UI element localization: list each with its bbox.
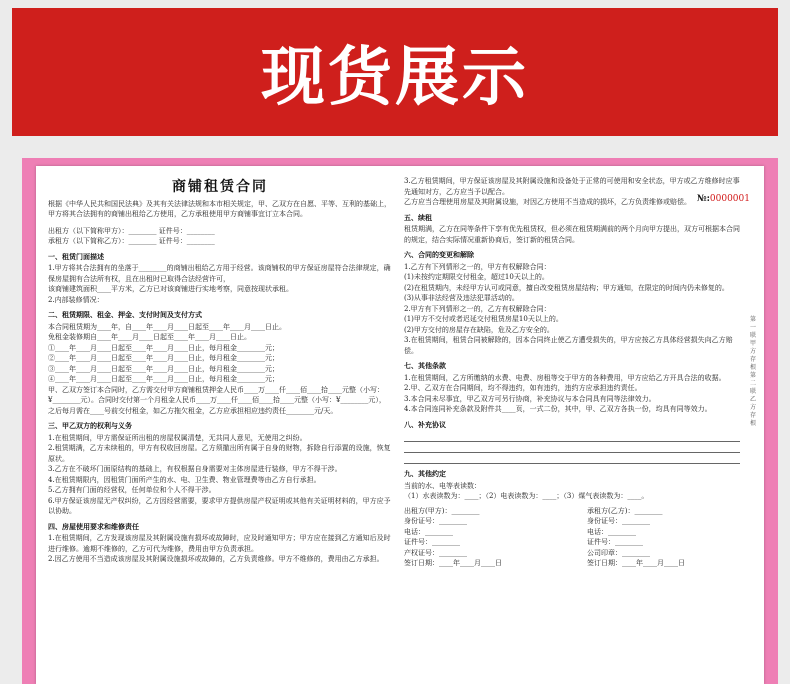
clause-line: 乙方应当合理使用房屋及其附属设施，对因乙方使用不当造成的损坏，乙方负责维修或赔偿。 (404, 198, 691, 206)
blank-rule-line (404, 431, 740, 442)
clause-line: ③____年____月____日起至____年____月____日止，每月租金________元； (48, 364, 279, 373)
signature-line: 签订日期：____年____月____日 (587, 559, 685, 567)
clause-line: (3)从事非法经营及违法犯罪活动的。 (404, 294, 519, 302)
party-a-line: 出租方（以下简称甲方）：________ 证件号：________ (48, 226, 215, 235)
signature-line: 承租方(乙方)：________ (587, 506, 663, 515)
document-number-label: №: (696, 194, 710, 204)
clause-line: 本合同租赁期为____年，自____年____月____日起至____年____月____日止。 (48, 322, 286, 331)
signature-line: 电话：________ (404, 527, 453, 536)
right-sections (404, 176, 740, 502)
clause-line: (2)在租赁期内，未经甲方认可或同意，擅自改变租赁房屋结构；甲方通知，在限定的时间内仍未修复的。 (404, 283, 729, 292)
signature-line: 电话：________ (587, 527, 636, 536)
clause-line: 3.乙方租赁期间，甲方保证该房屋及其附属设施和设备处于正常的可使用和安全状态，甲方或乙方维修时应事先通知对方，乙方应当予以配合。 (404, 177, 740, 196)
signature-line: 产权证号：________ (404, 548, 467, 557)
clause-line: 1.在租赁期间，乙方所缴纳的水费、电费、房租等交于甲方的各种费用，甲方应给乙方开具合法的收据。 (404, 373, 726, 382)
clause-line: (2)甲方交付的房屋存在缺陷，危及乙方安全的。 (404, 325, 554, 334)
contract-paper (36, 166, 764, 684)
clause-line: (1)未按约定期限交付租金，超过10天以上的。 (404, 273, 549, 281)
signature-block (404, 506, 740, 569)
clause-line: 1.在租赁期间，乙方发现该房屋及其附属设施有损坏或故障时，应及时通知甲方；甲方应在接到乙方通知后及时进行维修。逾期不维修的，乙方可代为维修，费用由甲方负责承担。 (48, 534, 391, 553)
clause-line: 甲、乙双方签订本合同时，乙方需交付甲方商铺租赁押金人民币____万____仟____佰____拾____元整（小写：¥________元）。合同时交付第一个月租金人民币____万____仟____佰____拾____元整（小写：¥________元），之后每月需在____号前交付租金，如乙方拖欠租金，乙方应承担相应违约责任________元/天。 (48, 385, 386, 415)
section-heading: 三、甲乙双方的权利与义务 (48, 421, 132, 430)
clause-line: 当前的水、电等表读数： (404, 481, 481, 490)
section-heading: 六、合同的变更和解除 (404, 250, 474, 259)
section-heading: 八、补充协议 (404, 419, 446, 429)
signature-line: 证件号：________ (587, 538, 643, 546)
signature-line: 出租方(甲方)：________ (404, 506, 480, 515)
section-heading: 七、其他条款 (404, 361, 446, 370)
signature-line: 公司印章：________ (587, 548, 650, 557)
clause-line: 3.乙方在不破坏门面原结构的基础上，有权根据自身需要对主体房屋进行装修，甲方不得干涉。 (48, 465, 342, 473)
section-heading: 一、租赁门面描述 (48, 251, 104, 261)
clause-line: 4.本合同连同补充条款及附件共____页，一式二份，其中，甲、乙双方各执一份，均具有同等效力。 (404, 405, 712, 413)
signature-line: 身份证号：________ (587, 517, 650, 525)
clause-line: 4.在租赁期限内，因租赁门面所产生的水、电、卫生费、物业管理费等由乙方自行承担。 (48, 475, 321, 484)
clause-line: 1.甲方将其合法拥有的坐落于________的商铺出租给乙方用于经营。该商铺权的甲方保证房屋符合法律规定，确保房屋拥有合法所有权，且在出租时已取得合法经营许可， (48, 264, 391, 283)
clause-line: 2.甲方有下列情形之一的，乙方有权解除合同： (404, 304, 551, 313)
clause-line: 该商铺建筑面积____平方米，乙方已对该商铺进行实地考察，同意按现状承租。 (48, 285, 293, 293)
clause-line: 租赁期满，乙方在同等条件下享有优先租赁权，但必须在租赁期满前的两个月向甲方提出，双方可根据本合同的规定，结合实际情况重新协商后，签订新的租赁合同。 (404, 225, 740, 244)
clause-line: ②____年____月____日起至____年____月____日止，每月租金________元； (48, 354, 279, 362)
section-heading: 九、其他约定 (404, 469, 446, 478)
clause-line: 1.乙方有下列情形之一的，甲方有权解除合同： (404, 262, 551, 271)
banner (0, 0, 790, 150)
clause-line: 2.内部装修情况： (48, 295, 104, 304)
banner-title: 现货展示 (261, 41, 529, 115)
clause-line: 3.在租赁期间，租赁合同被解除的，因本合同终止使乙方遭受损失的，甲方应按乙方具体经营损失向乙方赔偿。 (404, 336, 733, 355)
clause-line: 免租金装修期自____年____月____日起至____年____月____日止。 (48, 333, 251, 341)
clause-line: 2.因乙方使用不当造成该房屋及其附属设施损坏或故障的，乙方负责维修。甲方不维修的，费用由乙方承担。 (48, 555, 384, 563)
clause-line: （1）水表读数为：____；（2）电表读数为：____；（3）煤气表读数为：____。 (404, 492, 649, 500)
contract-left-column (48, 176, 392, 565)
section-heading: 二、租赁期限、租金、押金、支付时间及支付方式 (48, 310, 202, 319)
section-heading: 五、续租 (404, 212, 432, 222)
side-copy-label: 第一联 甲方存根 第二联 乙方存根 (750, 316, 757, 427)
clause-line: 1.在租赁期间，甲方需保证所出租的房屋权属清楚，无共同人意见，无使用之纠纷。 (48, 433, 307, 442)
signature-party-a (404, 506, 557, 569)
clause-line: (1)甲方不交付或者迟延交付租赁房屋10天以上的。 (404, 315, 563, 323)
signature-line: 证件号：________ (404, 538, 460, 546)
blank-rule-line (404, 453, 740, 464)
contract-right-column (404, 176, 740, 569)
blank-rule-line (404, 442, 740, 453)
signature-party-b (587, 506, 740, 569)
signature-line: 签订日期：____年____月____日 (404, 559, 502, 567)
clause-line: 2.租赁期满，乙方未续租的，甲方有权收回房屋。乙方须撤出所有属于自身的财物，拆除自行添置的设施，恢复原状。 (48, 444, 391, 463)
clause-line: 6.甲方保证该房屋无产权纠纷，乙方因经营需要，要求甲方提供房屋产权证明或其他有关证明材料的，甲方应予以协助。 (48, 496, 391, 515)
contract-intro: 根据《中华人民共和国民法典》及其有关法律法规和本市相关规定，甲、乙双方在自愿、平等、互利的基础上，甲方将其合法拥有的商铺出租给乙方使用，乙方承租使用甲方商铺事宜订立本合同。 (48, 199, 391, 218)
contract-title: 商铺租赁合同 (172, 179, 268, 195)
banner-red-band (12, 8, 778, 136)
document-number-value: 0000001 (709, 194, 750, 204)
clause-line: 2.甲、乙双方在合同期间，均不得违约，如有违约，违约方应承担违约责任。 (404, 384, 642, 392)
clause-line: 5.乙方拥有门面的经营权，任何单位和个人不得干涉。 (48, 486, 216, 494)
left-sections (48, 252, 392, 565)
clause-line: 3.本合同未尽事宜，甲乙双方可另行协商，补充协议与本合同具有同等法律效力。 (404, 394, 656, 403)
signature-line: 身份证号：________ (404, 517, 467, 525)
clause-line: ④____年____月____日起至____年____月____日止，每月租金________元； (48, 375, 279, 383)
section-heading: 四、房屋使用要求和维修责任 (48, 521, 139, 531)
clause-line: ①____年____月____日起至____年____月____日止，每月租金________元； (48, 343, 279, 352)
party-b-line: 承租方（以下简称乙方）：________ 证件号：________ (48, 237, 215, 245)
